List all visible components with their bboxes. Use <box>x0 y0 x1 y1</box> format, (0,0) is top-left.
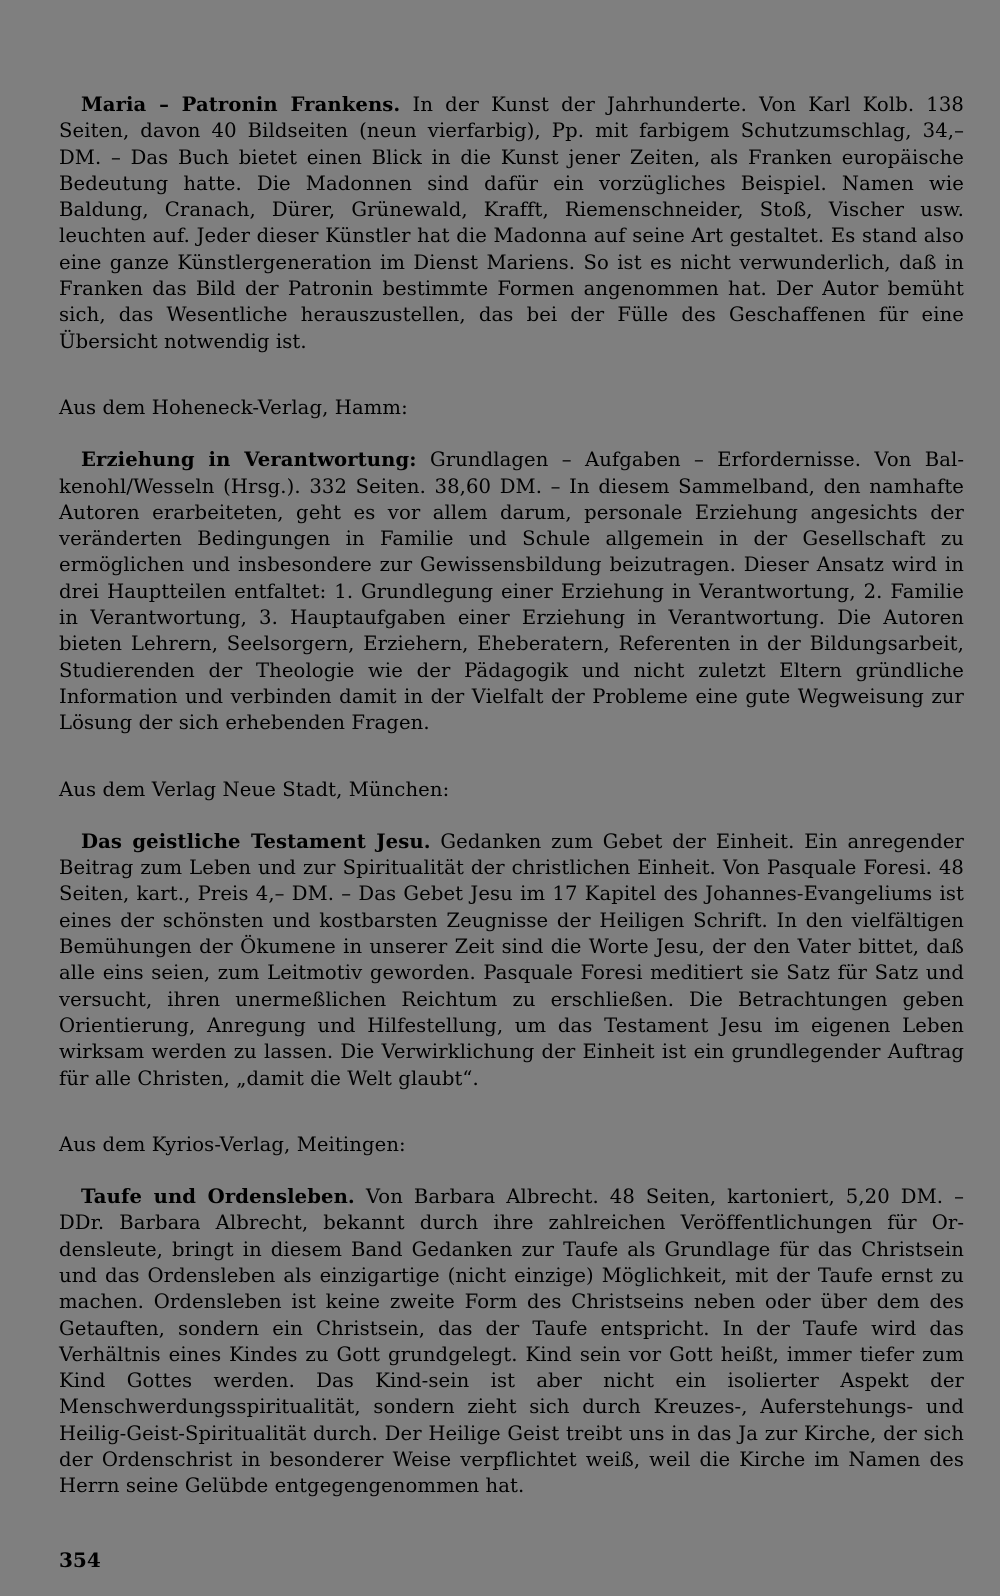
page-number: 354 <box>59 1548 101 1572</box>
review-paragraph-testament <box>59 829 964 1092</box>
review-body: Von Barbara Albrecht. 48 Seiten, kartoniert, 5,20 DM. – DDr. Barbara Albrecht, bekannt durch ihre zahlreichen Veröffentlichungen für Ordensleute, bringt in diesem Band Gedanken zur Taufe als Grundlage für das Christsein und das Ordensleben als einzigartige (nicht einzige) Möglichkeit, mit der Taufe ernst zu machen. Ordensleben ist keine zweite Form des Christseins neben oder über dem des Getauften, sondern ein Christsein, das der Taufe entspricht. In der Taufe wird das Verhältnis eines Kindes zu Gott grundgelegt. Kind sein vor Gott heißt, immer tiefer zum Kind Gottes werden. Das Kind-sein ist aber nicht ein isolierter Aspekt der Menschwerdungsspiritualität, sondern zieht sich durch Kreuzes-, Auferstehungs- und Heilig-Geist-Spiritualität durch. Der Heilige Geist treibt uns in das Ja zur Kirche, der sich der Ordenschrist in besonderer Weise verpflichtet weiß, weil die Kirche im Namen des Herrn seine Gelübde entgegengenommen hat. <box>59 1185 964 1498</box>
review-body: In der Kunst der Jahrhunderte. Von Karl Kolb. 138 Seiten, davon 40 Bildseiten (neun vierfarbig), Pp. mit farbigem Schutzumschlag, 34,– DM. – Das Buch bietet einen Blick in die Kunst jener Zeiten, als Franken europäische Bedeutung hatte. Die Madonnen sind dafür ein vorzügliches Beispiel. Namen wie Baldung, Cranach, Dürer, Grünewald, Krafft, Riemenschneider, Stoß, Vischer usw. leuchten auf. Jeder dieser Künstler hat die Madonna auf seine Art gestaltet. Es stand also eine ganze Künstlergeneration im Dienst Mariens. So ist es nicht verwunderlich, daß in Franken das Bild der Patronin bestimmte Formen angenommen hat. Der Autor bemüht sich, das Wesentliche herauszustellen, das bei der Fülle des Geschaffenen für eine Übersicht notwendig ist. <box>59 93 964 353</box>
review-paragraph-erziehung <box>59 447 964 736</box>
review-title: Maria – Patronin Frankens. <box>81 93 401 116</box>
review-title: Taufe und Ordensleben. <box>81 1185 355 1209</box>
publisher-heading-neue-stadt: Aus dem Verlag Neue Stadt, München: <box>59 777 450 801</box>
review-title: Erziehung in Verantwortung: <box>81 448 417 472</box>
publisher-heading-kyrios: Aus dem Kyrios-Verlag, Meitingen: <box>59 1132 406 1156</box>
review-title: Das geistliche Testament Jesu. <box>81 829 431 853</box>
review-body: Grundlagen – Aufgaben – Erfordernisse. Von Balkenohl/Wesseln (Hrsg.). 332 Seiten. 38,60 DM. – In diesem Sammelband, den namhafte Autoren erarbeiteten, geht es vor allem darum, personale Erziehung angesichts der veränderten Bedingungen in Familie und Schule allgemein in der Gesellschaft zu ermöglichen und insbesondere zur Gewissensbildung beizutragen. Dieser Ansatz wird in drei Hauptteilen entfaltet: 1. Grundlegung einer Erziehung in Verantwortung, 2. Familie in Verantwortung, 3. Hauptaufgaben einer Erziehung in Verantwortung. Die Autoren bieten Lehrern, Seelsorgern, Erziehern, Eheberatern, Referenten in der Bildungsarbeit, Studierenden der Theologie wie der Pädagogik und nicht zuletzt Eltern gründliche Information und verbinden damit in der Vielfalt der Probleme eine gute Wegweisung zur Lösung der sich erhebenden Fragen. <box>59 448 965 735</box>
publisher-heading-hoheneck: Aus dem Hoheneck-Verlag, Hamm: <box>59 395 408 419</box>
review-paragraph-maria <box>59 92 964 355</box>
page-content <box>59 92 964 1500</box>
review-paragraph-taufe <box>59 1184 964 1500</box>
review-body: Gedanken zum Gebet der Einheit. Ein anregender Beitrag zum Leben und zur Spiritualität der christlichen Einheit. Von Pasquale Foresi. 48 Seiten, kart., Preis 4,– DM. – Das Gebet Jesu im 17 Kapitel des Johannes-Evangeliums ist eines der schönsten und kostbarsten Zeugnisse der Heiligen Schrift. In den vielfältigen Bemühungen der Ökumene in unserer Zeit sind die Worte Jesu, der den Vater bittet, daß alle eins seien, zum Leitmotiv geworden. Pasquale Foresi meditiert sie Satz für Satz und versucht, ihren unermeßlichen Reichtum zu erschließen. Die Betrachtungen geben Orientierung, Anregung und Hilfestellung, um das Testament Jesu im eigenen Leben wirksam werden zu lassen. Die Verwirklichung der Einheit ist ein grundlegender Auftrag für alle Christen, „damit die Welt glaubt“. <box>59 829 964 1090</box>
